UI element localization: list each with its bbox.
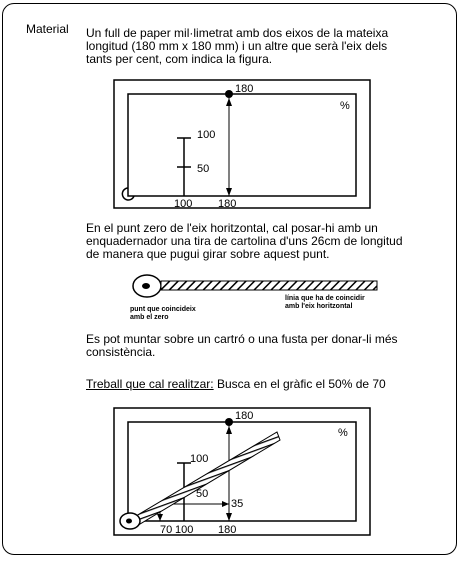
figure-1-percent-label: % — [340, 100, 350, 112]
figure-2-top-dot — [225, 418, 233, 426]
figure-1-label-50: 50 — [197, 163, 210, 175]
strip-label-left-1: punt que coincideix — [130, 306, 196, 313]
figure-1-top-label: 180 — [235, 83, 254, 95]
strip-label-right-1: línia que ha de coincidir — [285, 295, 365, 302]
figure-2 — [114, 408, 370, 536]
figure-2-percent-label: % — [338, 427, 348, 439]
figure-2-70-arrow — [157, 514, 163, 521]
figure-2-35-arrow — [222, 501, 229, 507]
strip-pivot-hole — [142, 283, 150, 289]
figure-2-top-label: 180 — [235, 410, 254, 422]
mounting-paragraph: Es pot muntar sobre un cartró o una fusta per donar-li més consistència. — [86, 332, 398, 359]
strip-body — [161, 281, 377, 290]
figure-1 — [114, 80, 370, 210]
figure-1-bottom-180: 180 — [218, 198, 237, 210]
figure-2-label-50: 50 — [196, 488, 209, 500]
figure-2-bottom-180: 180 — [218, 524, 237, 536]
figure-2-arrow-up — [226, 426, 232, 434]
materials-paragraph: Un full de paper mil·limetrat amb dos eixos de la mateixa longitud (180 mm x 180 mm) i un altre que serà l'eix dels tants per cent, com indica la figura. — [86, 26, 389, 66]
figure-2-bottom-70: 70 — [160, 524, 173, 536]
figure-2-rotated-strip — [131, 432, 280, 527]
figure-1-bottom-100: 100 — [174, 198, 193, 210]
figure-1-arrow-down — [226, 188, 232, 196]
strip-label-left-2: amb el zero — [130, 314, 169, 321]
figure-2-arrow-down — [226, 513, 232, 521]
strip-label-right-2: amb l'eix horitzontal — [285, 303, 353, 310]
figure-2-label-100: 100 — [190, 453, 209, 465]
figure-2-label-35: 35 — [231, 498, 244, 510]
material-label: Material — [26, 22, 69, 36]
figure-1-top-dot — [225, 90, 233, 98]
figure-1-arrow-up — [226, 98, 232, 106]
figure-1-inner-frame — [128, 94, 356, 196]
figure-2-bottom-100: 100 — [175, 524, 194, 536]
figure-2-pivot-hole — [126, 519, 132, 524]
task-text: Busca en el gràfic el 50% de 70 — [213, 377, 386, 391]
strip-figure — [130, 275, 377, 321]
figure-1-label-100: 100 — [197, 129, 216, 141]
figure-1-outer-border — [114, 80, 370, 208]
instructions-paragraph: En el punt zero de l'eix horitzontal, cal posar-hi amb un enquadernador una tira de cartolina d'uns 26cm de longitud de manera que pugui girar sobre aquest punt. — [86, 221, 403, 261]
task-label: Treball que cal realitzar: — [86, 377, 214, 391]
